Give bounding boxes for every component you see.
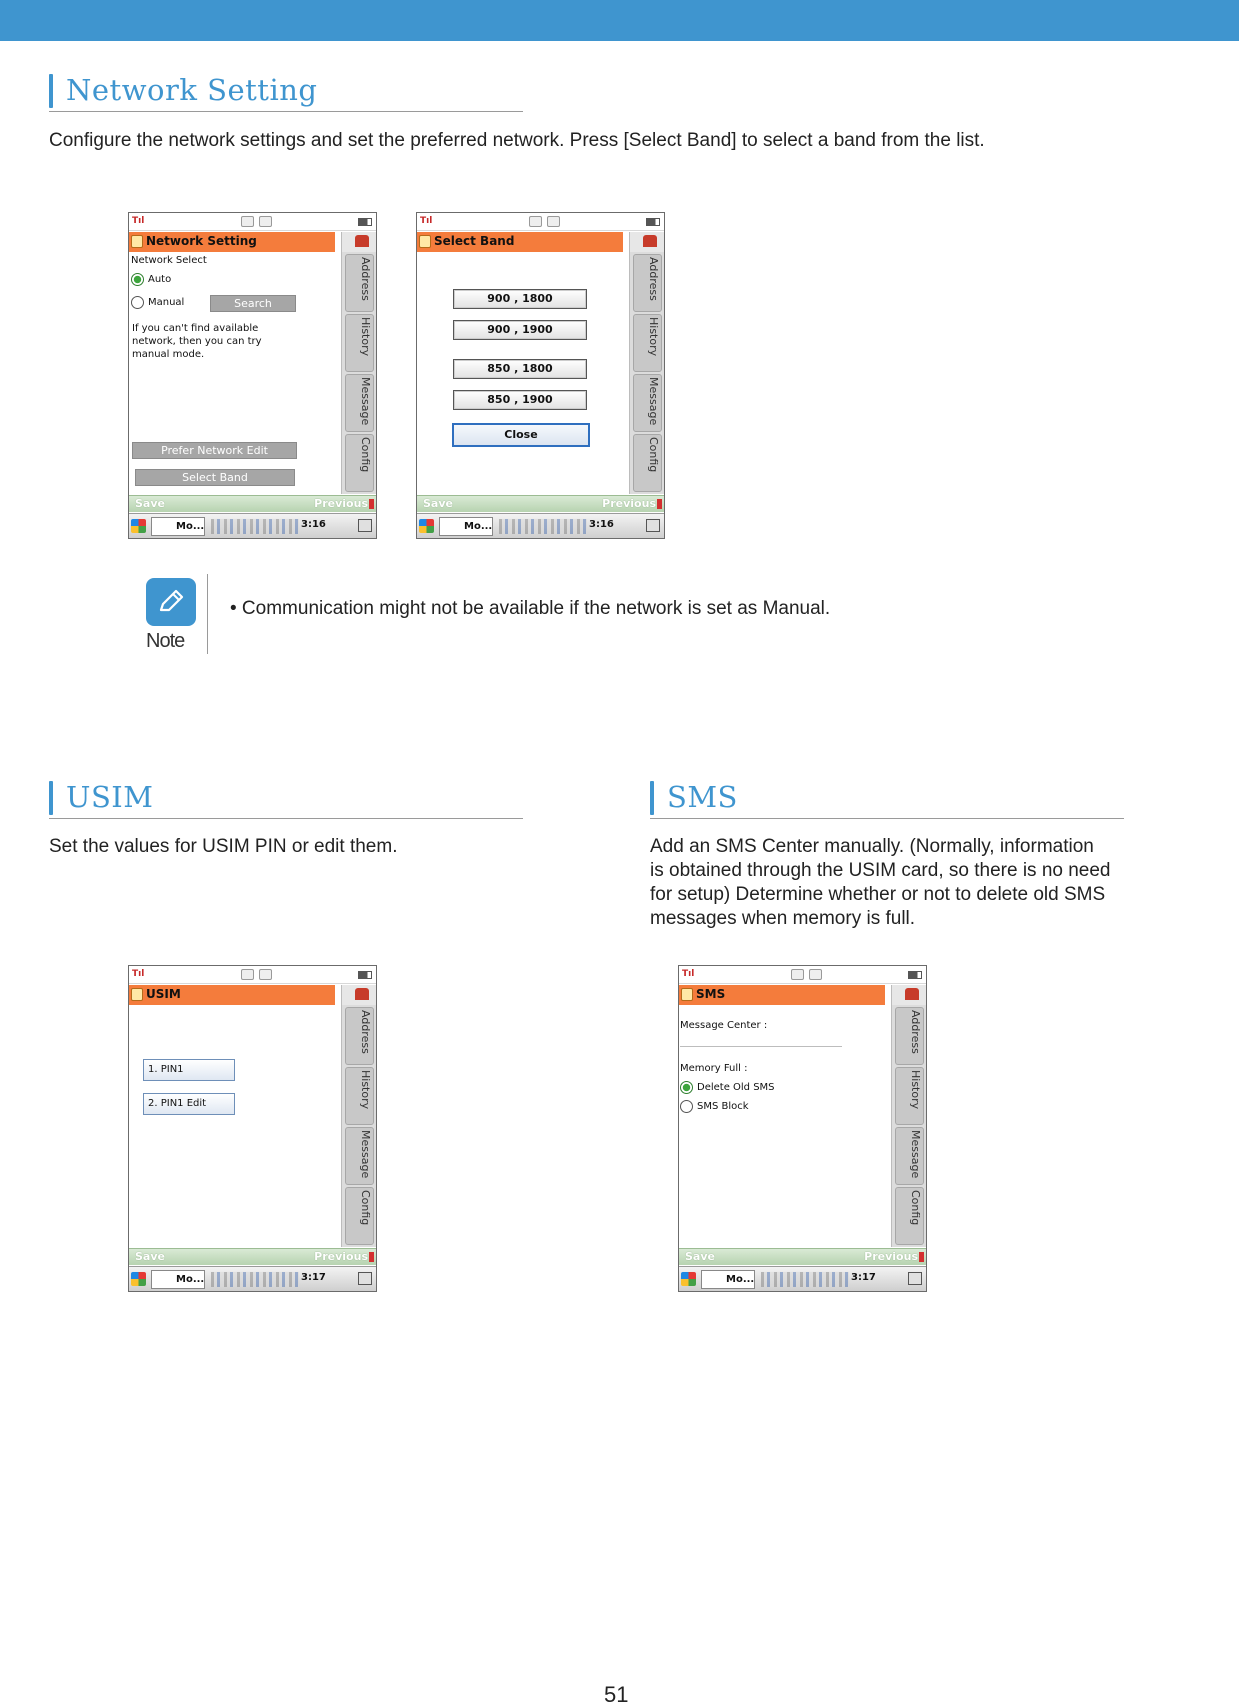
previous-marker-icon xyxy=(369,499,374,509)
tray-icons xyxy=(211,519,299,534)
taskbar-app[interactable]: Mo... xyxy=(701,1270,755,1289)
hint-line-3: manual mode. xyxy=(132,349,205,360)
side-tab-history[interactable]: History xyxy=(345,1067,374,1125)
side-tab-config[interactable]: Config xyxy=(633,434,662,492)
radio-sms-block[interactable] xyxy=(680,1100,693,1113)
softkey-bar xyxy=(129,495,376,512)
status-bar xyxy=(129,966,376,984)
select-band-button[interactable]: Select Band xyxy=(135,469,295,486)
message-center-label: Message Center : xyxy=(680,1020,768,1031)
softkey-bar xyxy=(679,1248,926,1265)
window-switch-icon[interactable] xyxy=(358,519,372,532)
memory-full-label: Memory Full : xyxy=(680,1063,748,1074)
sms-description-line: is obtained through the USIM card, so there is no need xyxy=(650,860,1111,881)
side-tab-bar xyxy=(629,232,664,494)
message-center-input[interactable] xyxy=(680,1046,842,1047)
heading-marker xyxy=(49,781,53,815)
top-header-bar xyxy=(0,0,1239,41)
tray-icons xyxy=(499,519,587,534)
screen-title: SMS xyxy=(696,987,726,1001)
taskbar xyxy=(679,1266,926,1291)
network-setting-heading xyxy=(49,70,523,112)
speaker-icon xyxy=(547,216,560,227)
info-icon xyxy=(419,235,431,248)
radio-delete-old-sms-label: Delete Old SMS xyxy=(697,1082,775,1093)
screen-title-bar xyxy=(129,985,335,1005)
sound-off-icon xyxy=(241,969,254,980)
signal-icon: Tıl xyxy=(132,969,145,979)
signal-icon: Tıl xyxy=(132,216,145,226)
network-select-label: Network Select xyxy=(131,255,207,266)
screen-title-bar xyxy=(679,985,885,1005)
softkey-save[interactable]: Save xyxy=(135,1250,165,1263)
start-icon[interactable] xyxy=(681,1272,696,1286)
signal-icon: Tıl xyxy=(420,216,433,226)
usim-description: Set the values for USIM PIN or edit them. xyxy=(49,836,398,857)
taskbar xyxy=(417,513,664,538)
previous-marker-icon xyxy=(657,499,662,509)
screenshot-sms xyxy=(678,965,927,1292)
clock: 3:17 xyxy=(301,1272,326,1283)
softkey-previous[interactable]: Previous xyxy=(314,497,368,510)
window-switch-icon[interactable] xyxy=(646,519,660,532)
usim-title: USIM xyxy=(66,780,154,814)
speaker-icon xyxy=(259,216,272,227)
sms-description-line: Add an SMS Center manually. (Normally, information xyxy=(650,836,1094,857)
screenshot-select-band xyxy=(416,212,665,539)
taskbar-app[interactable]: Mo... xyxy=(439,517,493,536)
note-divider xyxy=(207,574,208,654)
radio-auto[interactable] xyxy=(131,273,144,286)
side-tab-config[interactable]: Config xyxy=(345,434,374,492)
side-tab-address[interactable]: Address xyxy=(633,254,662,312)
heading-marker xyxy=(49,74,53,108)
side-tab-config[interactable]: Config xyxy=(895,1187,924,1245)
usim-pin1-edit-button[interactable]: 2. PIN1 Edit xyxy=(143,1093,235,1115)
network-setting-title: Network Setting xyxy=(66,73,318,107)
previous-marker-icon xyxy=(919,1252,924,1262)
radio-auto-label: Auto xyxy=(148,274,172,285)
search-button[interactable]: Search xyxy=(210,295,296,312)
screen-content xyxy=(679,1006,889,1246)
taskbar xyxy=(129,1266,376,1291)
battery-icon xyxy=(358,971,372,979)
lock-icon xyxy=(131,988,143,1001)
radio-manual-label: Manual xyxy=(148,297,185,308)
home-icon[interactable] xyxy=(342,985,377,1005)
page-number: 51 xyxy=(604,1682,629,1707)
battery-icon xyxy=(358,218,372,226)
band-option[interactable]: 850 , 1800 xyxy=(453,359,587,379)
previous-marker-icon xyxy=(369,1252,374,1262)
hint-line-2: network, then you can try xyxy=(132,336,262,347)
screenshot-network-setting xyxy=(128,212,377,539)
sms-title: SMS xyxy=(667,780,738,814)
radio-sms-block-label: SMS Block xyxy=(697,1101,749,1112)
softkey-save[interactable]: Save xyxy=(135,497,165,510)
softkey-previous[interactable]: Previous xyxy=(314,1250,368,1263)
screen-content xyxy=(129,253,339,493)
status-bar xyxy=(679,966,926,984)
tray-icons xyxy=(211,1272,299,1287)
prefer-network-edit-button[interactable]: Prefer Network Edit xyxy=(132,442,297,459)
side-tab-history[interactable]: History xyxy=(633,314,662,372)
note-pencil-icon xyxy=(146,578,196,626)
side-tab-bar xyxy=(341,985,376,1247)
clock: 3:16 xyxy=(301,519,326,530)
side-tab-message[interactable]: Message xyxy=(345,1127,374,1185)
home-icon[interactable] xyxy=(892,985,927,1005)
sms-description-line: for setup) Determine whether or not to delete old SMS xyxy=(650,884,1106,905)
screen-title-bar xyxy=(129,232,335,252)
screen-content xyxy=(417,253,627,493)
taskbar-app[interactable]: Mo... xyxy=(151,517,205,536)
side-tab-message[interactable]: Message xyxy=(345,374,374,432)
battery-icon xyxy=(646,218,660,226)
sms-description-line: messages when memory is full. xyxy=(650,908,916,929)
start-icon[interactable] xyxy=(131,519,146,533)
softkey-previous[interactable]: Previous xyxy=(864,1250,918,1263)
home-icon[interactable] xyxy=(342,232,377,252)
side-tab-message[interactable]: Message xyxy=(633,374,662,432)
speaker-icon xyxy=(259,969,272,980)
status-bar xyxy=(129,213,376,231)
side-tab-address[interactable]: Address xyxy=(895,1007,924,1065)
softkey-save[interactable]: Save xyxy=(685,1250,715,1263)
taskbar-app[interactable]: Mo... xyxy=(151,1270,205,1289)
side-tab-bar xyxy=(891,985,926,1247)
speaker-icon xyxy=(809,969,822,980)
screen-content xyxy=(129,1006,339,1246)
side-tab-address[interactable]: Address xyxy=(345,1007,374,1065)
clock: 3:17 xyxy=(851,1272,876,1283)
taskbar xyxy=(129,513,376,538)
sound-off-icon xyxy=(241,216,254,227)
band-option[interactable]: 900 , 1900 xyxy=(453,320,587,340)
side-tab-message[interactable]: Message xyxy=(895,1127,924,1185)
home-icon[interactable] xyxy=(630,232,665,252)
softkey-save[interactable]: Save xyxy=(423,497,453,510)
radio-manual[interactable] xyxy=(131,296,144,309)
side-tab-address[interactable]: Address xyxy=(345,254,374,312)
side-tab-bar xyxy=(341,232,376,494)
side-tab-history[interactable]: History xyxy=(345,314,374,372)
usim-heading xyxy=(49,777,523,819)
screen-title: Select Band xyxy=(434,234,515,248)
signal-icon: Tıl xyxy=(682,969,695,979)
start-icon[interactable] xyxy=(419,519,434,533)
band-option[interactable]: 850 , 1900 xyxy=(453,390,587,410)
note-label: Note xyxy=(146,630,185,652)
side-tab-config[interactable]: Config xyxy=(345,1187,374,1245)
usim-pin1-button[interactable]: 1. PIN1 xyxy=(143,1059,235,1081)
window-switch-icon[interactable] xyxy=(358,1272,372,1285)
heading-marker xyxy=(650,781,654,815)
close-button[interactable]: Close xyxy=(452,423,590,447)
window-switch-icon[interactable] xyxy=(908,1272,922,1285)
sms-heading xyxy=(650,777,1124,819)
side-tab-history[interactable]: History xyxy=(895,1067,924,1125)
sms-icon xyxy=(681,988,693,1001)
tray-icons xyxy=(761,1272,849,1287)
softkey-previous[interactable]: Previous xyxy=(602,497,656,510)
network-setting-description: Configure the network settings and set the preferred network. Press [Select Band] to select a band from the list. xyxy=(49,130,985,151)
sound-off-icon xyxy=(791,969,804,980)
hint-line-1: If you can't find available xyxy=(132,323,259,334)
note-text: • Communication might not be available if the network is set as Manual. xyxy=(230,598,831,619)
screen-title-bar xyxy=(417,232,623,252)
settings-icon xyxy=(131,235,143,248)
battery-icon xyxy=(908,971,922,979)
band-option[interactable]: 900 , 1800 xyxy=(453,289,587,309)
screen-title: USIM xyxy=(146,987,181,1001)
sound-off-icon xyxy=(529,216,542,227)
softkey-bar xyxy=(417,495,664,512)
status-bar xyxy=(417,213,664,231)
radio-delete-old-sms[interactable] xyxy=(680,1081,693,1094)
sms-description xyxy=(650,835,1210,931)
clock: 3:16 xyxy=(589,519,614,530)
softkey-bar xyxy=(129,1248,376,1265)
screen-title: Network Setting xyxy=(146,234,257,248)
screenshot-usim xyxy=(128,965,377,1292)
start-icon[interactable] xyxy=(131,1272,146,1286)
